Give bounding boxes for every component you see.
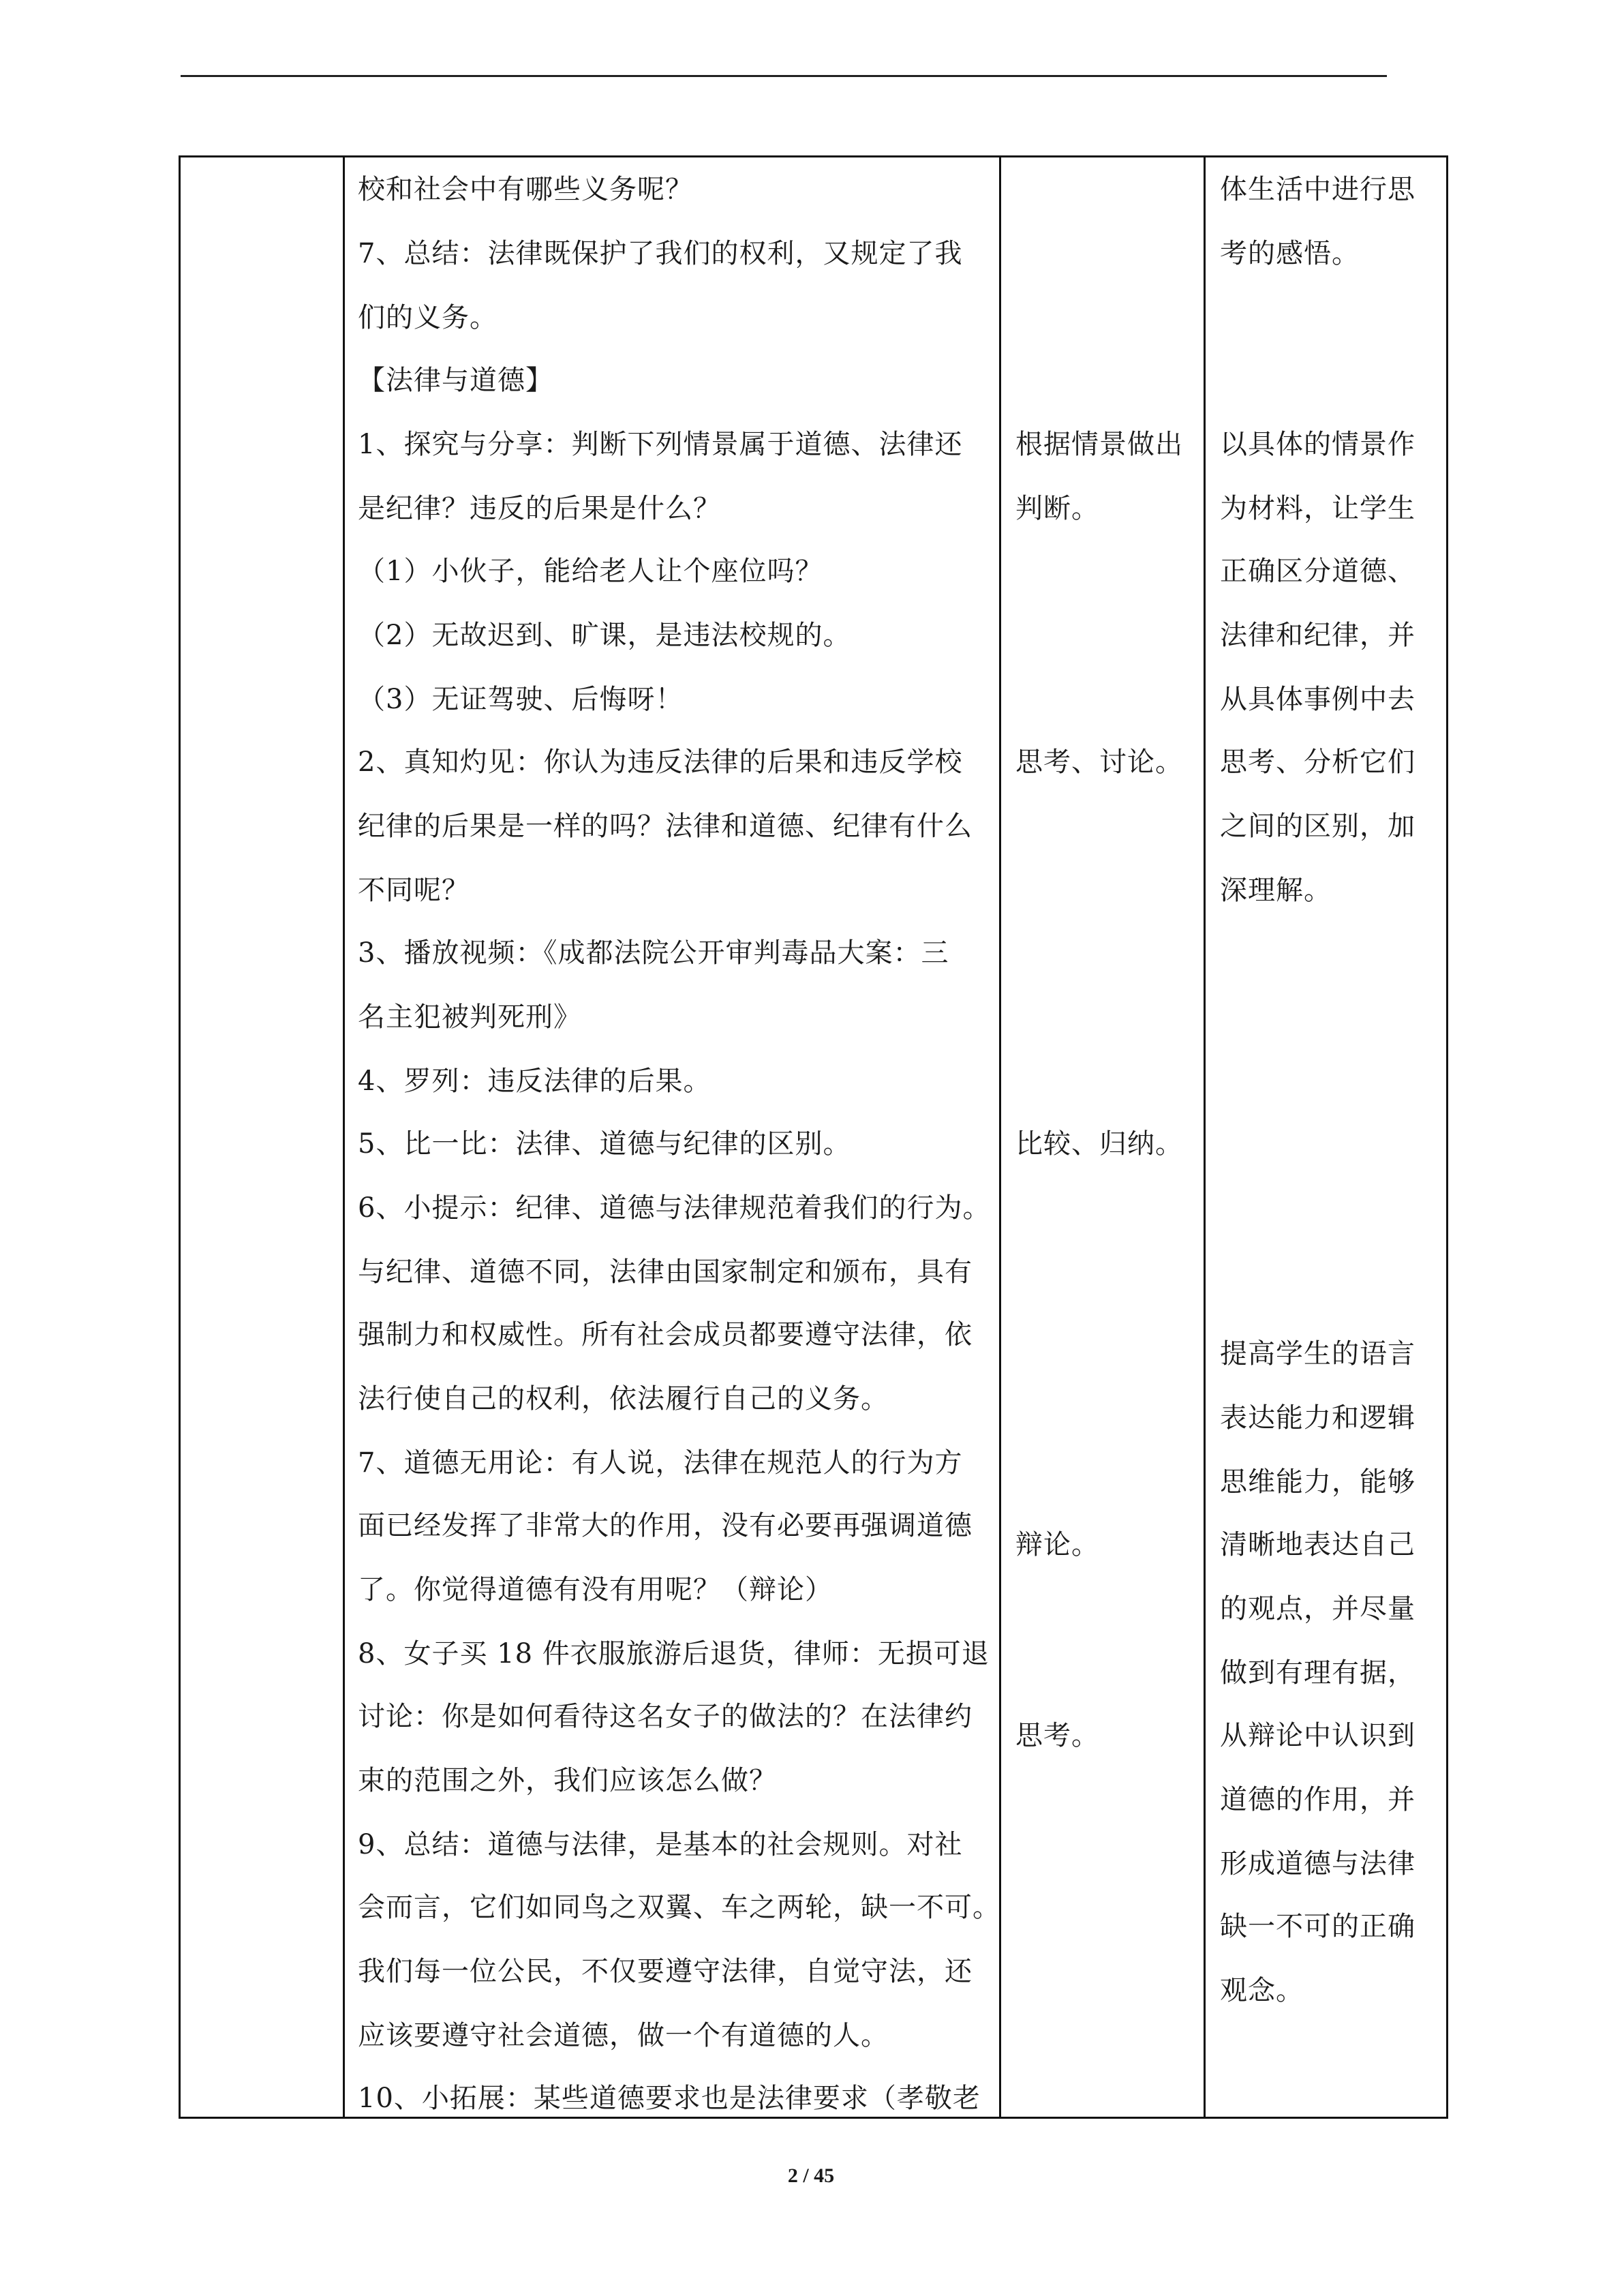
content-line: 会而言，它们如同鸟之双翼、车之两轮，缺一不可。	[358, 1892, 1000, 1923]
intent-line: 考的感悟。	[1220, 238, 1360, 269]
content-line: 3、播放视频：《成都法院公开审判毒品大案：三	[358, 937, 949, 969]
intent-line: 从具体事例中去	[1220, 684, 1416, 715]
column-divider-3	[1204, 155, 1206, 2119]
column-divider-2	[999, 155, 1001, 2119]
activity-line: 根据情景做出	[1015, 429, 1183, 460]
content-line: 6、小提示：纪律、道德与法律规范着我们的行为。	[358, 1192, 991, 1224]
header-rule	[181, 75, 1387, 77]
content-line: 4、罗列：违反法律的后果。	[358, 1066, 711, 1097]
intent-line: 深理解。	[1220, 875, 1332, 906]
content-line: 束的范围之外，我们应该怎么做？	[358, 1765, 777, 1796]
content-line: 5、比一比：法律、道德与纪律的区别。	[358, 1128, 851, 1160]
content-line: 7、总结：法律既保护了我们的权利，又规定了我	[358, 238, 963, 269]
content-line: 了。你觉得道德有没有用呢？（辩论）	[358, 1574, 833, 1605]
activity-line: 辩论。	[1015, 1529, 1099, 1560]
content-line: 不同呢？	[358, 875, 470, 906]
activity-line: 判断。	[1015, 493, 1099, 524]
content-line: （1）小伙子，能给老人让个座位吗？	[358, 556, 823, 587]
content-line: 校和社会中有哪些义务呢？	[358, 174, 693, 205]
intent-line: 思维能力，能够	[1220, 1466, 1416, 1498]
intent-line: 道德的作用，并	[1220, 1784, 1416, 1815]
content-line: 们的义务。	[358, 302, 498, 333]
intent-line: 从辩论中认识到	[1220, 1720, 1416, 1751]
content-line: 强制力和权威性。所有社会成员都要遵守法律，依	[358, 1319, 973, 1350]
content-line: 10、小拓展：某些道德要求也是法律要求（孝敬老	[358, 2083, 981, 2114]
intent-line: 思考、分析它们	[1220, 746, 1416, 778]
content-line: 面已经发挥了非常大的作用，没有必要再强调道德	[358, 1510, 973, 1541]
content-line: 我们每一位公民，不仅要遵守法律，自觉守法，还	[358, 1956, 973, 1987]
intent-line: 做到有理有据，	[1220, 1657, 1416, 1689]
page-number: 2 / 45	[787, 2164, 835, 2187]
intent-line: 法律和纪律，并	[1220, 620, 1416, 651]
content-line: 讨论：你是如何看待这名女子的做法的？在法律约	[358, 1701, 973, 1732]
intent-line: 清晰地表达自己	[1220, 1529, 1416, 1560]
intent-line: 的观点，并尽量	[1220, 1593, 1416, 1625]
activity-line: 思考、讨论。	[1015, 746, 1183, 778]
intent-line: 形成道德与法律	[1220, 1848, 1416, 1879]
content-line: 应该要遵守社会道德，做一个有道德的人。	[358, 2020, 889, 2051]
content-line: 与纪律、道德不同，法律由国家制定和颁布，具有	[358, 1256, 973, 1288]
content-line: 9、总结：道德与法律，是基本的社会规则。对社	[358, 1829, 963, 1860]
content-line: 7、道德无用论：有人说，法律在规范人的行为方	[358, 1447, 963, 1479]
activity-line: 思考。	[1015, 1720, 1099, 1751]
content-line: （3）无证驾驶、后悔呀！	[358, 684, 684, 715]
intent-line: 缺一不可的正确	[1220, 1911, 1416, 1942]
intent-line: 体生活中进行思	[1220, 174, 1416, 205]
content-line: 纪律的后果是一样的吗？法律和道德、纪律有什么	[358, 811, 973, 842]
content-line: 2、真知灼见：你认为违反法律的后果和违反学校	[358, 746, 963, 778]
content-line: （2）无故迟到、旷课，是违法校规的。	[358, 620, 851, 651]
content-line: 名主犯被判死刑》	[358, 1001, 581, 1033]
intent-line: 以具体的情景作	[1220, 429, 1416, 460]
activity-line: 比较、归纳。	[1015, 1128, 1183, 1160]
column-divider-1	[343, 155, 345, 2119]
content-line: 8、女子买 18 件衣服旅游后退货，律师：无损可退	[358, 1638, 990, 1670]
content-line: 法行使自己的权利，依法履行自己的义务。	[358, 1383, 889, 1415]
intent-line: 提高学生的语言	[1220, 1338, 1416, 1370]
intent-line: 之间的区别，加	[1220, 811, 1416, 842]
intent-line: 为材料，让学生	[1220, 493, 1416, 524]
intent-line: 表达能力和逻辑	[1220, 1402, 1416, 1434]
intent-line: 观念。	[1220, 1975, 1304, 2006]
intent-line: 正确区分道德、	[1220, 556, 1416, 587]
content-line: 【法律与道德】	[358, 365, 553, 396]
content-line: 1、探究与分享：判断下列情景属于道德、法律还	[358, 429, 963, 460]
content-line: 是纪律？违反的后果是什么？	[358, 493, 721, 524]
